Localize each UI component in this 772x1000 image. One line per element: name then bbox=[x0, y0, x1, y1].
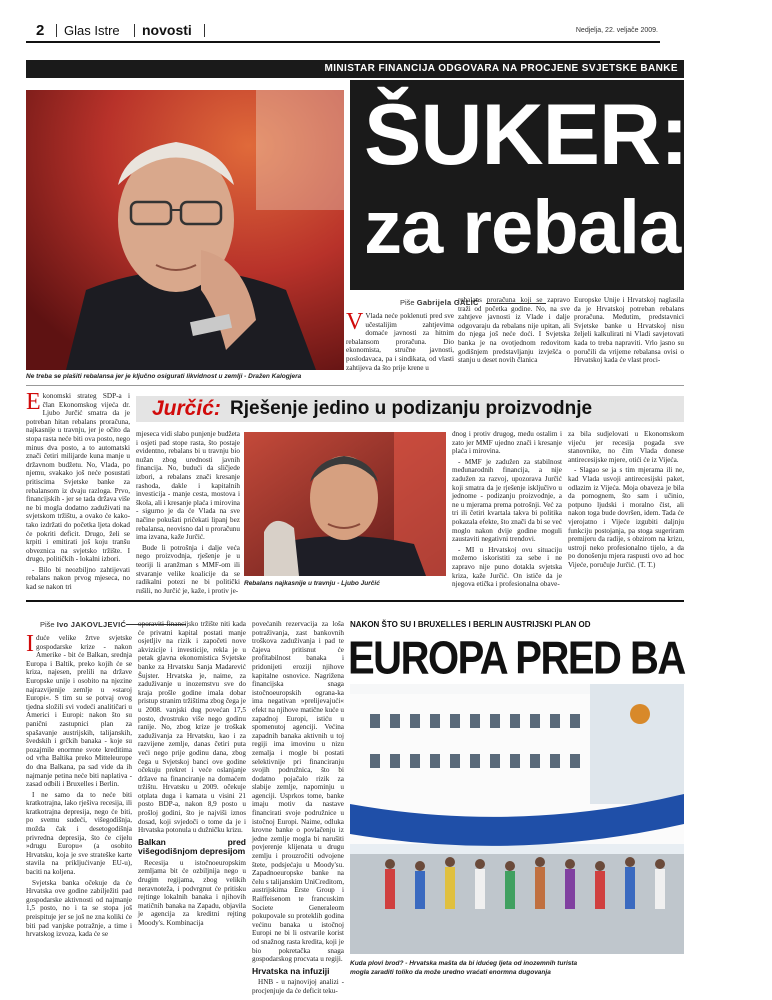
article2-column-2: mjeseca vidi slabo punjenje budžeta i osjeti pad stope rasta, što postaje evidentno, rebalans bi u travnju bio nužan zbog urednosti javnih financija. No, budući da sličjede izbori, a rebalans znači kresanje rashoda, dakle i kapitalnih investicija - manje cesta, mostova i škola, ali i kresanje plaća i mirovina - sigurno je da će Vlada na sve načine pokušati pričekati lipanj bez rebalansa, neovisno dal u proračunu ima izvana, kaže Jurčić. Bude li potrošnja i dalje veća nego proizvodnja, rješenje je u teoriji li aranžman s MMF-om ili stvaranje velike koalicije da se radikalni potezi ne bi politički rušili, no Jurčić je, kaže, i protiv je- bbox=[136, 430, 240, 595]
portrait-illustration bbox=[244, 432, 446, 576]
dropcap: I bbox=[26, 631, 34, 657]
dropcap: E bbox=[26, 389, 41, 415]
byline-prefix: Piše bbox=[40, 620, 55, 629]
article2-headline-name: Jurčić: bbox=[152, 397, 221, 420]
article1-headline-box bbox=[350, 80, 772, 290]
byline-name: Ivo JAKOVLJEVIĆ bbox=[56, 620, 127, 629]
article2-column-1: Ekonomski strateg SDP-a i član Ekonomskog vijeća dr. Ljubo Jurčić smatra da je potreban hitan rebalans proračuna, najkasnije u travnju, jer je očito da stopa rasta neće biti ova posto, nego minus dva posto, a to automatski znači četiri milijarde kuna manje u državnom budžetu. No, Vlada, po njemu, svakako još neće posustati pritiscima Svjetske banke za rebalansom iz dvaju razloga. Prvo, financijskih - jer se tada država više ne bi mogla dodatno zaduživati na svjetskom tržištu, a ovako će kako-tako izdržati do početka ljeta dokad će pokriti deficit. Drugo, želi se krpiti i emitirati još koju tranšu obveznica na svjetsko tržište. I drugo, političkih - lokalni izbori. - Bilo bi neozbiljno zahtijevati rebalans nakon prvog mjeseca, no kad se nakon tri bbox=[26, 389, 130, 592]
article3-kicker: NAKON ŠTO SU I BRUXELLES I BERLIN AUSTRIJSKI PLAN OD bbox=[350, 620, 591, 629]
article2-headline-bar bbox=[136, 396, 684, 422]
article2-headline: Rješenje jedino u podizanju proizvodnje bbox=[230, 398, 593, 419]
header-divider bbox=[134, 24, 135, 37]
article1-photo bbox=[26, 90, 344, 370]
article1-kicker-bar bbox=[26, 60, 684, 78]
article3-byline bbox=[40, 620, 126, 629]
section-rule bbox=[26, 385, 684, 386]
article1-headline-line1: ŠUKER: N bbox=[364, 87, 772, 183]
page-header bbox=[26, 22, 660, 40]
article2-photo bbox=[244, 432, 446, 576]
issue-date: Nedjelja, 22. veljače 2009. bbox=[575, 27, 658, 34]
byline-prefix: Piše bbox=[400, 298, 415, 307]
publication-name: Glas Istre bbox=[64, 23, 120, 38]
article3-headline: EUROPA PRED BA bbox=[348, 633, 685, 684]
article2-photo-caption: Rebalans najkasnije u travnju - Ljubo Jurčić bbox=[244, 580, 380, 587]
byline-name: Gabrijela GALIĆ bbox=[416, 298, 479, 307]
header-rule bbox=[26, 41, 660, 43]
section-name: novosti bbox=[142, 22, 192, 38]
article3-subheading-1: Balkan pred višegodišnjom depresijom bbox=[138, 836, 246, 857]
article1-photo-caption: Ne treba se plašiti rebalansa jer je ključno osigurati likvidnost u zemlji - Dražen Kalogjera bbox=[26, 373, 302, 380]
article1-column-3: Europske Unije i Hrvatskoj naglasila da je Hrvatskoj potreban rebalans proračuna. Međutim, predstavnici Svjetske banke u Hrvatskoj nisu željeli kalkulirati ni Vladi savjetovati kada to treba napraviti. Vrlo jasno su poručili da vrijeme rebalansa ovisi o Hrvatskoj kada će vlast proci- bbox=[574, 296, 684, 365]
article2-column-4: za bila sudjelovati u Ekonomskom vijeću jer recesija pogađa sve stanovnike, no čim Vlada donese antirecesijske mjere, otići će iz Vijeća. - Slagao se ja s tim mjerama ili ne, kad Vlada usvoji antirecesijski paket, odlazim iz Vijeća. Moja obaveza je bila da pomognem, što sam i učinio, potpuno ljudski i moralno čist, ali nakon toga bude dovršen, idem. Tada će vjerojatno i Vijeće izgubiti daljnju funkciju postojanja, pa stoga sugeriram premijeru da radije, s obzirom na krizu, ustroji neko profesionalno tijelo, a da po donošenju mjera raspusti ovo ad hoc Vijeće, poručuje Jurčić. (T. T.) bbox=[568, 430, 684, 569]
article1-kicker: MINISTAR FINANCIJA ODGOVARA NA PROCJENE SVJETSKE BANKE bbox=[324, 63, 678, 74]
article3-photo-caption-line1: Kuda plovi brod? - Hrvatska mašta da bi idućeg ljeta od inozemnih turista bbox=[350, 960, 578, 967]
article3-photo bbox=[350, 684, 684, 954]
article1-column-1: V Vlada neće poklenuti pred sve učestalijim zahtjevima domaće javnosti za hitnim rebalansom proračuna. Dio ekonomista, stručne javnosti, poslodavaca, pa i sindikata, od vlasti zahtijeva da što prije krene u bbox=[346, 309, 454, 372]
article3-column-1: Iduće velike žrtve svjetske gospodarske krize - nakon Amerike - bit će Balkan, srednja Europa i Baltik, preko kojih će se kriza, najesen, prelili na države Europske unije i osobito na njezine najrazvijenije zemlje u »staroj Europi«. S tim su se potvaj ovog tjedna složili svi vodeći analitičari u Americi i Europi: nakon što su panični zastupnici plan za spašavanje austrijskih, talijanskih, švedskih i grčkih banaka - koje su pozajmile enormne svote kreditima od vrha Baltika preko Mitteleurope do dna Balkana, pa sad vide da ih najmanje petina neće biti naplativa - zasad odbili i Bruxelles i Berlin. I ne samo da to neće biti kratkotrajna, lako rješiva recesija, ili kratkotrajna depresija, nego će biti, po svemu sudeći, višegodišnja, možda čak i desetogodišnja privredna depresija, što će cijelu »drugu Europu« (a osobito Hrvatsku, koja je sve strateške karte stavila na prikljućivanje EU-u), baciti na koljena. Svjetska banka očekuje da će Hrvatska ove godine zabilježiti pad gospodarske aktivnosti od najmanje 1,5 posto, no i ta se stopa još preispituje jer se još ne zna koliki će biti pad vanjske potražnje, a time i hrvatskog izvoza, kada će se bbox=[26, 631, 132, 939]
header-divider bbox=[204, 24, 205, 37]
article3-subheading-2: Hrvatska na infuziji bbox=[252, 965, 330, 976]
cruise-ship-illustration bbox=[350, 684, 684, 954]
article3-column-3: povećanih rezervacija za loša potraživanja, zast bankovnih troškova zaduživanja i pad te čajeva pritisnut će profitabilnost banaka i pridonijeti eroziji njihove kapitalne osnovice. Nagrižena financijska snaga istočnoeuropskih ograna-ka ima negativan »prelijevajući« efekt na njihove matične kuće u zapadnoj Europi, istiću u spomenutoj agenciji. Većina zapadnih banaka aktivnih u toj regiji ima imovinu u nizu zemalja i mogle bi postati selektivnije pri financiranju svojih podružnica, što bi dodatno pojačalo rizik za slabije zemlje, napominju u agenciji. Usprkos tome, banke imaju motiv da nastave financirati svoje podružnice u istočnoj Europi. Naime, odluka krovne banke o povlačenju iz jedne zemlje mogla bi narušiti povjerenje klijenata u drugu zemlju i prouzročiti odvojene štete, podsjećaju u Moody'su. Zapadnoeuropske banke na čelu s talijanskim UniCreditom, austrijskima Erste Group i Raiffeisenom te francuskim Societe Generaleom pokupovale su proteklih godina većinu banaka u istočnoj Europi ne bi li ostvarile korist od snažnog rasta kredita, koji je bio pokretačka snaga gospodarskog procvata u regiji. Hrvatska na infuziji HNB - u najnovijoj analizi - procjenjuje da će deficit teku- bbox=[252, 620, 344, 995]
header-divider bbox=[56, 24, 57, 37]
section-rule bbox=[26, 600, 684, 602]
article3-photo-caption-line2: mogla zaraditi toliko da može uredno vraćati enormna dugovanja bbox=[350, 969, 551, 976]
article1-headline-line2: za rebala bbox=[364, 185, 681, 270]
dropcap: V bbox=[346, 309, 364, 335]
page-number: 2 bbox=[36, 22, 45, 39]
article1-column-2: rebalans proračuna koji se zapravo traži od početka godine. No, na sve zahtjeve javnosti iz Vlade i dalje odgovaraju da rebalans nije upitan, ali do njega još neće doći. I Svjetska banka je na ovotjednom redovitom godišnjem predstavljanju izvješća o stanju u deset novih članica bbox=[458, 296, 570, 365]
article2-column-3: dnog i protiv drugog, među ostalim i zato jer MMF ujedno znači i kresanje plaća i mirovina. - MMF je zadužen za stabilnost međunarodnih financija, a nije zadužen za razvoj, upozorava Jurčić koji smatra da je rješenje isključivo u jednome - podizanju proizvodnje, a ne u mjerama prema potrošnji. Već za tri ili četiri kvartala takva bi politika pokazala efekte, što znači da bi se već moglo nakon dvije godine moguli zaustaviti negativni trendovi. - MI u Hrvatskoj ovu situaciju možemo iskoristiti za sebe i ne zapravo nije puno dotakla svjetska kriza, kaže Jurčić. On ističe da je njegova etička i profesionalna obave- bbox=[452, 430, 562, 589]
article3-column-2: oporaviti financijsko tržište niti kada će privatni kapital postati manje osjetljiv na rizik i započeti nove akvizicije i investicije, rekla je u petak glavna ekonomistica Svjetske banke za Hrvatsku Sanja Madarević Šujster. Hrvatska je, naime, za zaduživanje u inozemstvu sve do kraja prošle godine imala dobar pristup stranim tržištima zbog čega je u 2008. vanjski dug povećan 17,5 posto, dvostruko više nego godinu ranije. No, zbog krize je troškak zaduživanja za Hrvatsku, kao i za razvijene zemlje, danas četiri puta veći nego prije godinu dana, zbog čega u Svjetskoj banci ove godine očekuju prekret i veće oslanjanje države na financiranje na domaćem tržištu. Hrvatsku u 2009. očekuje otplata duga i kamata u visini 21 posto BDP-a, nakon 8,9 posto u prošloj godini, što je najviši iznos dosad, koji svjedoči o tome da je i Hrvatska potonula u dužničku krizu. Balkan pred višegodišnjom depresijom Recesija u istočnoeuropskim zemljama bit će ozbiljnija nego u drugim regijama, zbog velikih neravnoteža, i podvrgnut će pritisku rejtinge lokalnih banaka i njihovih matičnih banaka na Zapadu, objavila je agencija za kreditni rejting Moody's. Kombinacija bbox=[138, 620, 246, 927]
portrait-illustration bbox=[26, 90, 344, 370]
